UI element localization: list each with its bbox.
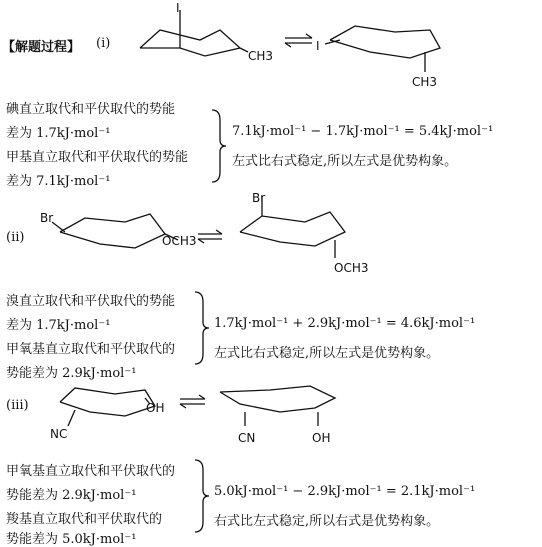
brace-2 xyxy=(195,292,209,364)
case3-conclusion: 右式比左式稳定,所以右式是优势构象。 xyxy=(214,514,440,529)
case3-right-right-label: OH xyxy=(312,431,331,445)
case2-right-top-label: Br xyxy=(252,191,266,205)
case3-left-chair xyxy=(60,388,155,426)
case2-conclusion: 左式比右式稳定,所以左式是优势构象。 xyxy=(214,346,440,361)
case3-left-left-label: NC xyxy=(50,427,68,441)
case1-left-top-label: I xyxy=(176,1,180,15)
solution-heading: 【解题过程】 xyxy=(2,40,81,55)
case1-right-bottom-label: CH3 xyxy=(412,75,438,89)
case1-line-2: 差为 1.7kJ·mol⁻¹ xyxy=(6,126,111,141)
case2-line-1: 溴直立取代和平伏取代的势能 xyxy=(6,294,176,309)
case3-right-left-label: CN xyxy=(238,431,256,445)
equilibrium-arrow-3 xyxy=(180,395,205,408)
brace-3 xyxy=(195,460,209,532)
case2-right-chair xyxy=(240,196,345,258)
case1-right-left-label: I xyxy=(316,39,320,53)
case2-equation: 1.7kJ·mol⁻¹ + 2.9kJ·mol⁻¹ = 4.6kJ·mol⁻¹ xyxy=(214,316,476,331)
case1-conclusion: 左式比右式稳定,所以左式是优势构象。 xyxy=(232,154,458,169)
case2-left-chair xyxy=(52,214,178,248)
case2-line-2: 差为 1.7kJ·mol⁻¹ xyxy=(6,318,111,333)
case1-right-chair xyxy=(325,26,440,72)
brace-1 xyxy=(212,110,226,182)
equilibrium-arrow-1 xyxy=(285,34,312,47)
case3-line-2: 势能差为 2.9kJ·mol⁻¹ xyxy=(6,488,137,503)
case1-left-right-label: CH3 xyxy=(248,49,274,63)
case1-line-1: 碘直立取代和平伏取代的势能 xyxy=(6,102,176,117)
case1-line-3: 甲基直立取代和平伏取代的势能 xyxy=(6,150,189,165)
case3-label: (ⅲ) xyxy=(6,398,29,413)
case2-right-bottom-label: OCH3 xyxy=(334,261,369,275)
case-i-label: (ⅰ) xyxy=(96,36,111,51)
case2-label: (ⅱ) xyxy=(6,230,25,245)
case2-line-3: 甲氧基直立取代和平伏取代的 xyxy=(6,342,176,357)
case1-equation: 7.1kJ·mol⁻¹ − 1.7kJ·mol⁻¹ = 5.4kJ·mol⁻¹ xyxy=(232,124,494,139)
case2-left-left-label: Br xyxy=(40,211,54,225)
case3-line-3: 羧基直立取代和平伏取代的 xyxy=(6,512,163,527)
case3-left-right-label: OH xyxy=(146,401,165,415)
case2-left-right-label: OCH3 xyxy=(162,234,197,248)
case3-line-4: 势能差为 5.0kJ·mol⁻¹ xyxy=(6,532,137,547)
case1-line-4: 差为 7.1kJ·mol⁻¹ xyxy=(6,174,111,189)
case3-line-1: 甲氧基直立取代和平伏取代的 xyxy=(6,464,176,479)
equilibrium-arrow-2 xyxy=(198,230,222,243)
case1-left-chair xyxy=(140,10,248,56)
case3-right-chair xyxy=(220,386,335,426)
case2-line-4: 势能差为 2.9kJ·mol⁻¹ xyxy=(6,366,137,381)
case3-equation: 5.0kJ·mol⁻¹ − 2.9kJ·mol⁻¹ = 2.1kJ·mol⁻¹ xyxy=(214,484,476,499)
